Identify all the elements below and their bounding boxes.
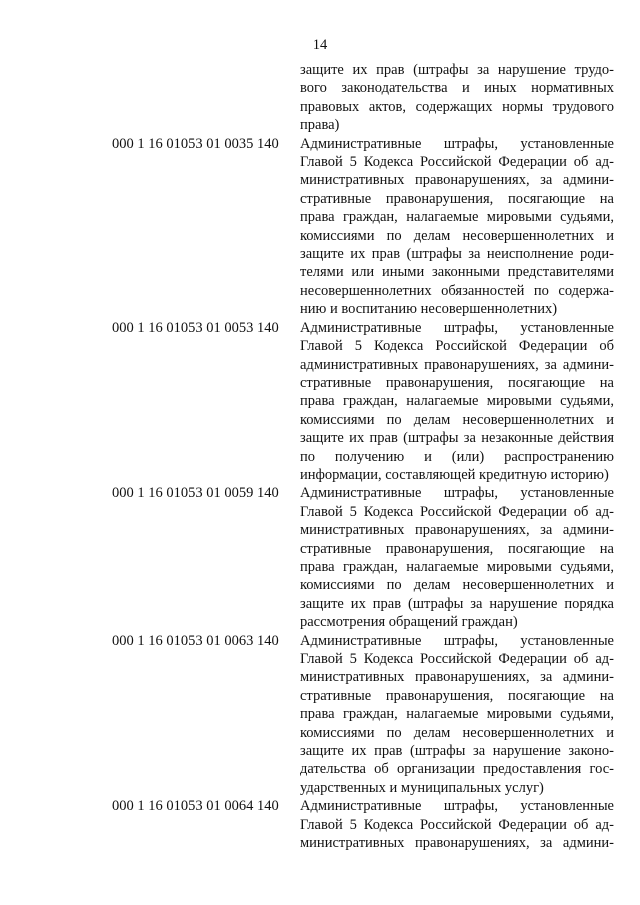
description-line: информации, составляющей кредитную историю) bbox=[300, 466, 609, 483]
description-line: Главой 5 Кодекса Российской Федерации об ад- bbox=[300, 816, 614, 833]
budget-classification-code: 000 1 16 01053 01 0064 140 bbox=[112, 798, 279, 815]
revenue-description bbox=[300, 484, 614, 631]
description-line: административных правонарушениях, за админи- bbox=[300, 356, 614, 373]
budget-code-table bbox=[0, 61, 640, 852]
table-row bbox=[0, 319, 640, 485]
description-line: ударственных и муниципальных услуг) bbox=[300, 779, 544, 796]
description-line: права граждан, налагаемые мировыми судьями, bbox=[300, 393, 614, 410]
budget-classification-code: 000 1 16 01053 01 0053 140 bbox=[112, 319, 279, 336]
description-line: несовершеннолетних обязанностей по содержа- bbox=[300, 282, 614, 299]
description-line: телями или иными законными представителями bbox=[300, 264, 614, 281]
description-line: Главой 5 Кодекса Российской Федерации об bbox=[300, 338, 614, 355]
description-line: комиссиями по делам несовершеннолетних и bbox=[300, 724, 614, 741]
page-number: 14 bbox=[312, 37, 328, 53]
description-line: стративные правонарушения, посягающие на bbox=[300, 190, 614, 207]
description-line: стративные правонарушения, посягающие на bbox=[300, 540, 614, 557]
budget-classification-code: 000 1 16 01053 01 0035 140 bbox=[112, 135, 279, 152]
description-line: права граждан, налагаемые мировыми судьями, bbox=[300, 209, 614, 226]
budget-classification-code: 000 1 16 01053 01 0059 140 bbox=[112, 485, 279, 502]
revenue-description bbox=[300, 319, 614, 485]
table-row bbox=[0, 61, 640, 135]
revenue-description bbox=[300, 135, 614, 319]
description-line: министративных правонарушениях, за админи- bbox=[300, 522, 614, 539]
revenue-description bbox=[300, 797, 614, 852]
description-line: права) bbox=[300, 117, 340, 134]
description-line: министративных правонарушениях, за админи- bbox=[300, 172, 614, 189]
description-line: стративные правонарушения, посягающие на bbox=[300, 374, 614, 391]
revenue-description bbox=[300, 61, 614, 135]
description-line: защите их прав (штрафы за нарушение порядка bbox=[300, 595, 614, 612]
description-line: министративных правонарушениях, за админи- bbox=[300, 669, 614, 686]
revenue-description bbox=[300, 632, 614, 798]
description-line: комиссиями по делам несовершеннолетних и bbox=[300, 227, 614, 244]
description-line: защите их прав (штрафы за нарушение трудо- bbox=[300, 62, 614, 78]
description-line: нию и воспитанию несовершеннолетних) bbox=[300, 301, 558, 318]
table-row bbox=[0, 797, 640, 852]
description-line: комиссиями по делам несовершеннолетних и bbox=[300, 577, 614, 594]
description-line: Главой 5 Кодекса Российской Федерации об ад- bbox=[300, 154, 614, 171]
description-line: Административные штрафы, установленные bbox=[300, 135, 614, 152]
description-line: права граждан, налагаемые мировыми судьями, bbox=[300, 706, 614, 723]
budget-classification-code: 000 1 16 01053 01 0063 140 bbox=[112, 632, 279, 649]
table-row bbox=[0, 632, 640, 798]
description-line: Административные штрафы, установленные bbox=[300, 319, 614, 336]
description-line: вого законодательства и иных нормативных bbox=[300, 80, 614, 97]
description-line: Главой 5 Кодекса Российской Федерации об ад- bbox=[300, 651, 614, 667]
description-line: по получению и (или) распространению bbox=[300, 448, 614, 465]
description-line: защите их прав (штрафы за нарушение законо- bbox=[300, 743, 614, 760]
description-line: дательства об организации предоставления гос- bbox=[300, 761, 614, 778]
description-line: защите их прав (штрафы за неисполнение роди- bbox=[300, 246, 614, 263]
description-line: комиссиями по делам несовершеннолетних и bbox=[300, 411, 614, 428]
description-line: Административные штрафы, установленные bbox=[300, 485, 614, 502]
table-row bbox=[0, 135, 640, 319]
description-line: правовых актов, содержащих нормы трудового bbox=[300, 98, 614, 115]
description-line: защите их прав (штрафы за незаконные действия bbox=[300, 430, 614, 447]
description-line: Административные штрафы, установленные bbox=[300, 632, 614, 649]
description-line: стративные правонарушения, посягающие на bbox=[300, 687, 614, 704]
description-line: министративных правонарушениях, за админи- bbox=[300, 835, 614, 852]
description-line: Административные штрафы, установленные bbox=[300, 798, 614, 815]
table-row bbox=[0, 484, 640, 631]
description-line: права граждан, налагаемые мировыми судьями, bbox=[300, 558, 614, 575]
description-line: рассмотрения обращений граждан) bbox=[300, 614, 518, 631]
description-line: Главой 5 Кодекса Российской Федерации об ад- bbox=[300, 503, 614, 520]
